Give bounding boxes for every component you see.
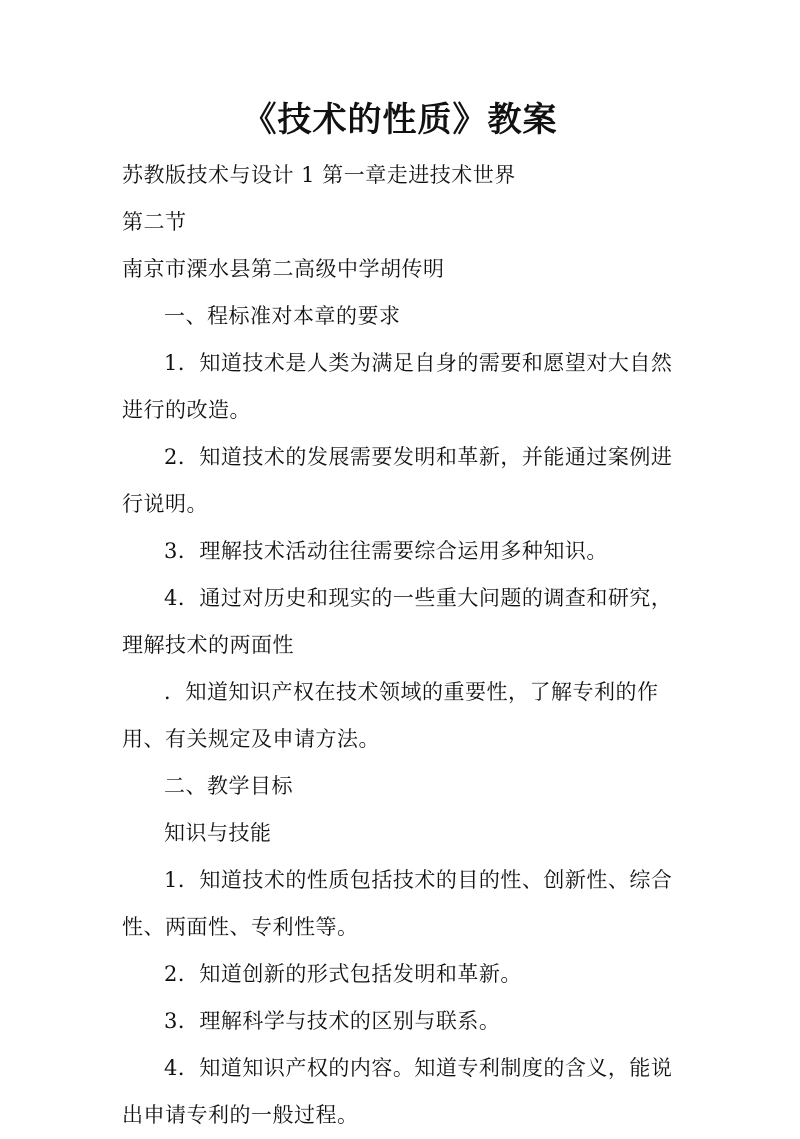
section2-item: 1．知道技术的性质包括技术的目的性、创新性、综合性、两面性、专利性等。 bbox=[122, 868, 673, 939]
document-title: 《技术的性质》教案 bbox=[242, 100, 558, 140]
section1-item: 2．知道技术的发展需要发明和革新，并能通过案例进行说明。 bbox=[122, 445, 673, 516]
section2-subheading: 知识与技能 bbox=[164, 821, 272, 845]
section2-item: 4．知道知识产权的内容。知道专利制度的含义，能说出申请专利的一般过程。 bbox=[122, 1056, 673, 1127]
section1-item: 3．理解技术活动往往需要综合运用多种知识。 bbox=[164, 539, 608, 563]
section2-item: 2．知道创新的形式包括发明和革新。 bbox=[164, 962, 522, 986]
document-body bbox=[122, 152, 678, 1139]
section-line: 第二节 bbox=[122, 210, 187, 234]
section1-item: 1．知道技术是人类为满足自身的需要和愿望对大自然进行的改造。 bbox=[122, 351, 673, 422]
subject-line: 苏教版技术与设计 1 第一章走进技术世界 bbox=[122, 163, 516, 187]
section2-item: 3．理解科学与技术的区别与联系。 bbox=[164, 1009, 501, 1033]
section1-heading: 一、程标准对本章的要求 bbox=[164, 304, 401, 328]
section1-item: ．知道知识产权在技术领域的重要性，了解专利的作用、有关规定及申请方法。 bbox=[122, 680, 659, 751]
section2-heading: 二、教学目标 bbox=[164, 774, 293, 798]
section1-item: 4．通过对历史和现实的一些重大问题的调查和研究，理解技术的两面性 bbox=[122, 586, 673, 657]
author-line: 南京市溧水县第二高级中学胡传明 bbox=[122, 257, 445, 281]
